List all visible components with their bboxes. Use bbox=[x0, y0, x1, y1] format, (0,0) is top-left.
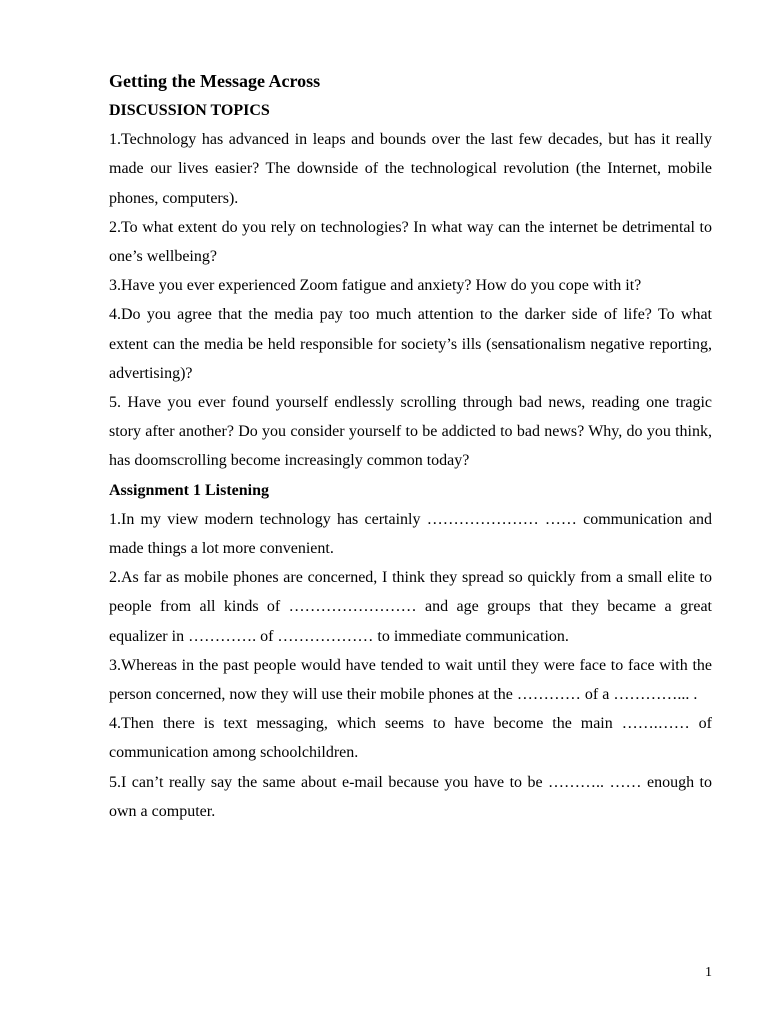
page-number: 1 bbox=[705, 965, 712, 980]
section-heading-discussion-topics: DISCUSSION TOPICS bbox=[109, 102, 270, 119]
assignment-item-4: 4.Then there is text messaging, which seems to have become the main …….…… of communication among schoolchildren. bbox=[109, 715, 712, 762]
discussion-topic-5: 5. Have you ever found yourself endlessly scrolling through bad news, reading one tragic story after another? Do you consider yourself to be addicted to bad news? Why, do you think, has doomscrolling become increasingly common today? bbox=[109, 394, 712, 470]
discussion-topic-4: 4.Do you agree that the media pay too much attention to the darker side of life? To what extent can the media be held responsible for society’s ills (sensationalism negative reporting, advertising)? bbox=[109, 306, 712, 382]
document-page bbox=[109, 67, 712, 826]
assignment-item-1: 1.In my view modern technology has certainly ………………… …… communication and made things a lot more convenient. bbox=[109, 510, 712, 558]
section-heading-assignment-1: Assignment 1 Listening bbox=[109, 481, 270, 499]
assignment-item-2: 2.As far as mobile phones are concerned, I think they spread so quickly from a small elite to people from all kinds of …………………… and age groups that they became a great equalizer in …………. of ……………… to immediate communication. bbox=[109, 569, 712, 645]
discussion-topic-1: 1.Technology has advanced in leaps and bounds over the last few decades, but has it really made our lives easier? The downside of the technological revolution (the Internet, mobile phones, computers). bbox=[109, 131, 712, 207]
assignment-item-5: 5.I can’t really say the same about e-mail because you have to be ……….. …… enough to own a computer. bbox=[109, 773, 712, 820]
discussion-topic-2: 2.To what extent do you rely on technologies? In what way can the internet be detrimental to one’s wellbeing? bbox=[109, 218, 712, 266]
discussion-topic-3: 3.Have you ever experienced Zoom fatigue and anxiety? How do you cope with it? bbox=[109, 277, 642, 295]
assignment-item-3: 3.Whereas in the past people would have tended to wait until they were face to face with the person concerned, now they will use their mobile phones at the ………… of a …………... . bbox=[109, 656, 712, 704]
document-title: Getting the Message Across bbox=[109, 71, 321, 91]
